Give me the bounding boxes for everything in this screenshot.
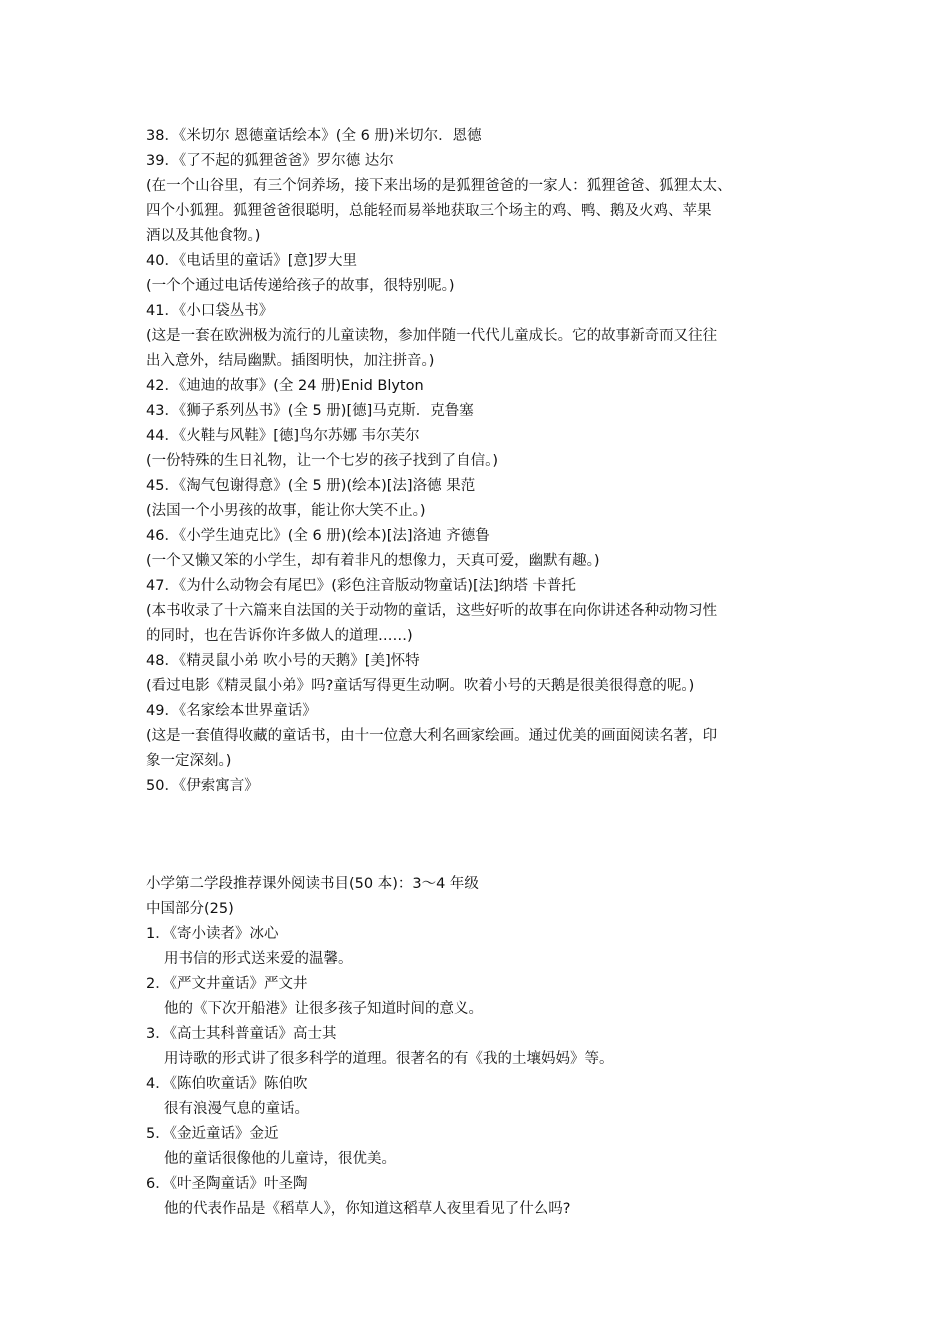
reading-list-continued bbox=[146, 124, 826, 799]
book-entry: 2．《严文井童话》严文井 bbox=[146, 976, 308, 992]
list-line: 50．《伊索寓言》 bbox=[146, 778, 259, 794]
book-entry: 3．《高士其科普童话》高士其 bbox=[146, 1026, 337, 1042]
list-line: (一个又懒又笨的小学生，却有着非凡的想像力，天真可爱，幽默有趣。) bbox=[146, 553, 600, 569]
grade-3-4-reading-list bbox=[146, 872, 826, 1222]
book-entry: 1．《寄小读者》冰心 bbox=[146, 926, 279, 942]
section-subtitle: 中国部分(25) bbox=[146, 901, 234, 917]
list-line: (一个个通过电话传递给孩子的故事，很特别呢。) bbox=[146, 278, 455, 294]
list-line: 42．《迪迪的故事》(全 24 册)Enid Blyton bbox=[146, 378, 424, 394]
list-line: (法国一个小男孩的故事，能让你大笑不止。) bbox=[146, 503, 426, 519]
list-line: 的同时，也在告诉你许多做人的道理……) bbox=[146, 628, 413, 644]
list-line: 酒以及其他食物。) bbox=[146, 228, 261, 244]
list-line: 40．《电话里的童话》[意]罗大里 bbox=[146, 253, 358, 269]
book-note: 用诗歌的形式讲了很多科学的道理。很著名的有《我的土壤妈妈》等。 bbox=[164, 1051, 614, 1067]
book-entry: 6．《叶圣陶童话》叶圣陶 bbox=[146, 1176, 308, 1192]
list-line: (这是一套在欧洲极为流行的儿童读物，参加伴随一代代儿童成长。它的故事新奇而又往往 bbox=[146, 328, 718, 344]
book-note: 他的童话很像他的儿童诗，很优美。 bbox=[164, 1151, 396, 1167]
list-line: 出入意外，结局幽默。插图明快，加注拼音。) bbox=[146, 353, 435, 369]
list-line: (看过电影《精灵鼠小弟》吗?童话写得更生动啊。吹着小号的天鹅是很美很得意的呢。) bbox=[146, 678, 695, 694]
section-title: 小学第二学段推荐课外阅读书目(50 本)：3～4 年级 bbox=[146, 876, 479, 892]
book-entry: 5．《金近童话》金近 bbox=[146, 1126, 279, 1142]
list-line: 四个小狐狸。狐狸爸爸很聪明，总能轻而易举地获取三个场主的鸡、鸭、鹅及火鸡、苹果 bbox=[146, 203, 712, 219]
list-line: 46．《小学生迪克比》(全 6 册)(绘本)[法]洛迪 齐德鲁 bbox=[146, 528, 490, 544]
book-note: 用书信的形式送来爱的温馨。 bbox=[164, 951, 353, 967]
list-line: (一份特殊的生日礼物，让一个七岁的孩子找到了自信。) bbox=[146, 453, 499, 469]
book-note: 他的《下次开船港》让很多孩子知道时间的意义。 bbox=[164, 1001, 483, 1017]
book-entry: 4．《陈伯吹童话》陈伯吹 bbox=[146, 1076, 308, 1092]
list-line: (在一个山谷里，有三个饲养场，接下来出场的是狐狸爸爸的一家人：狐狸爸爸、狐狸太太、 bbox=[146, 178, 732, 194]
list-line: (这是一套值得收藏的童话书，由十一位意大利名画家绘画。通过优美的画面阅读名著，印 bbox=[146, 728, 718, 744]
list-line: 44．《火鞋与风鞋》[德]鸟尔苏娜 韦尔芙尔 bbox=[146, 428, 420, 444]
list-line: 49．《名家绘本世界童话》 bbox=[146, 703, 317, 719]
list-line: 41．《小口袋丛书》 bbox=[146, 303, 274, 319]
list-line: 47．《为什么动物会有尾巴》(彩色注音版动物童话)[法]纳塔 卡普托 bbox=[146, 578, 576, 594]
list-line: 48．《精灵鼠小弟 吹小号的天鹅》[美]怀特 bbox=[146, 653, 420, 669]
book-note: 他的代表作品是《稻草人》，你知道这稻草人夜里看见了什么吗? bbox=[164, 1201, 571, 1217]
list-line: 象一定深刻。) bbox=[146, 753, 232, 769]
list-line: 43．《狮子系列丛书》(全 5 册)[德]马克斯．克鲁塞 bbox=[146, 403, 474, 419]
list-line: 39．《了不起的狐狸爸爸》罗尔德 达尔 bbox=[146, 153, 394, 169]
list-line: 45．《淘气包谢得意》(全 5 册)(绘本)[法]洛德 果范 bbox=[146, 478, 476, 494]
list-line: 38．《米切尔 恩德童话绘本》(全 6 册)米切尔．恩德 bbox=[146, 128, 482, 144]
book-note: 很有浪漫气息的童话。 bbox=[164, 1101, 309, 1117]
list-line: (本书收录了十六篇来自法国的关于动物的童话，这些好听的故事在向你讲述各种动物习性 bbox=[146, 603, 718, 619]
